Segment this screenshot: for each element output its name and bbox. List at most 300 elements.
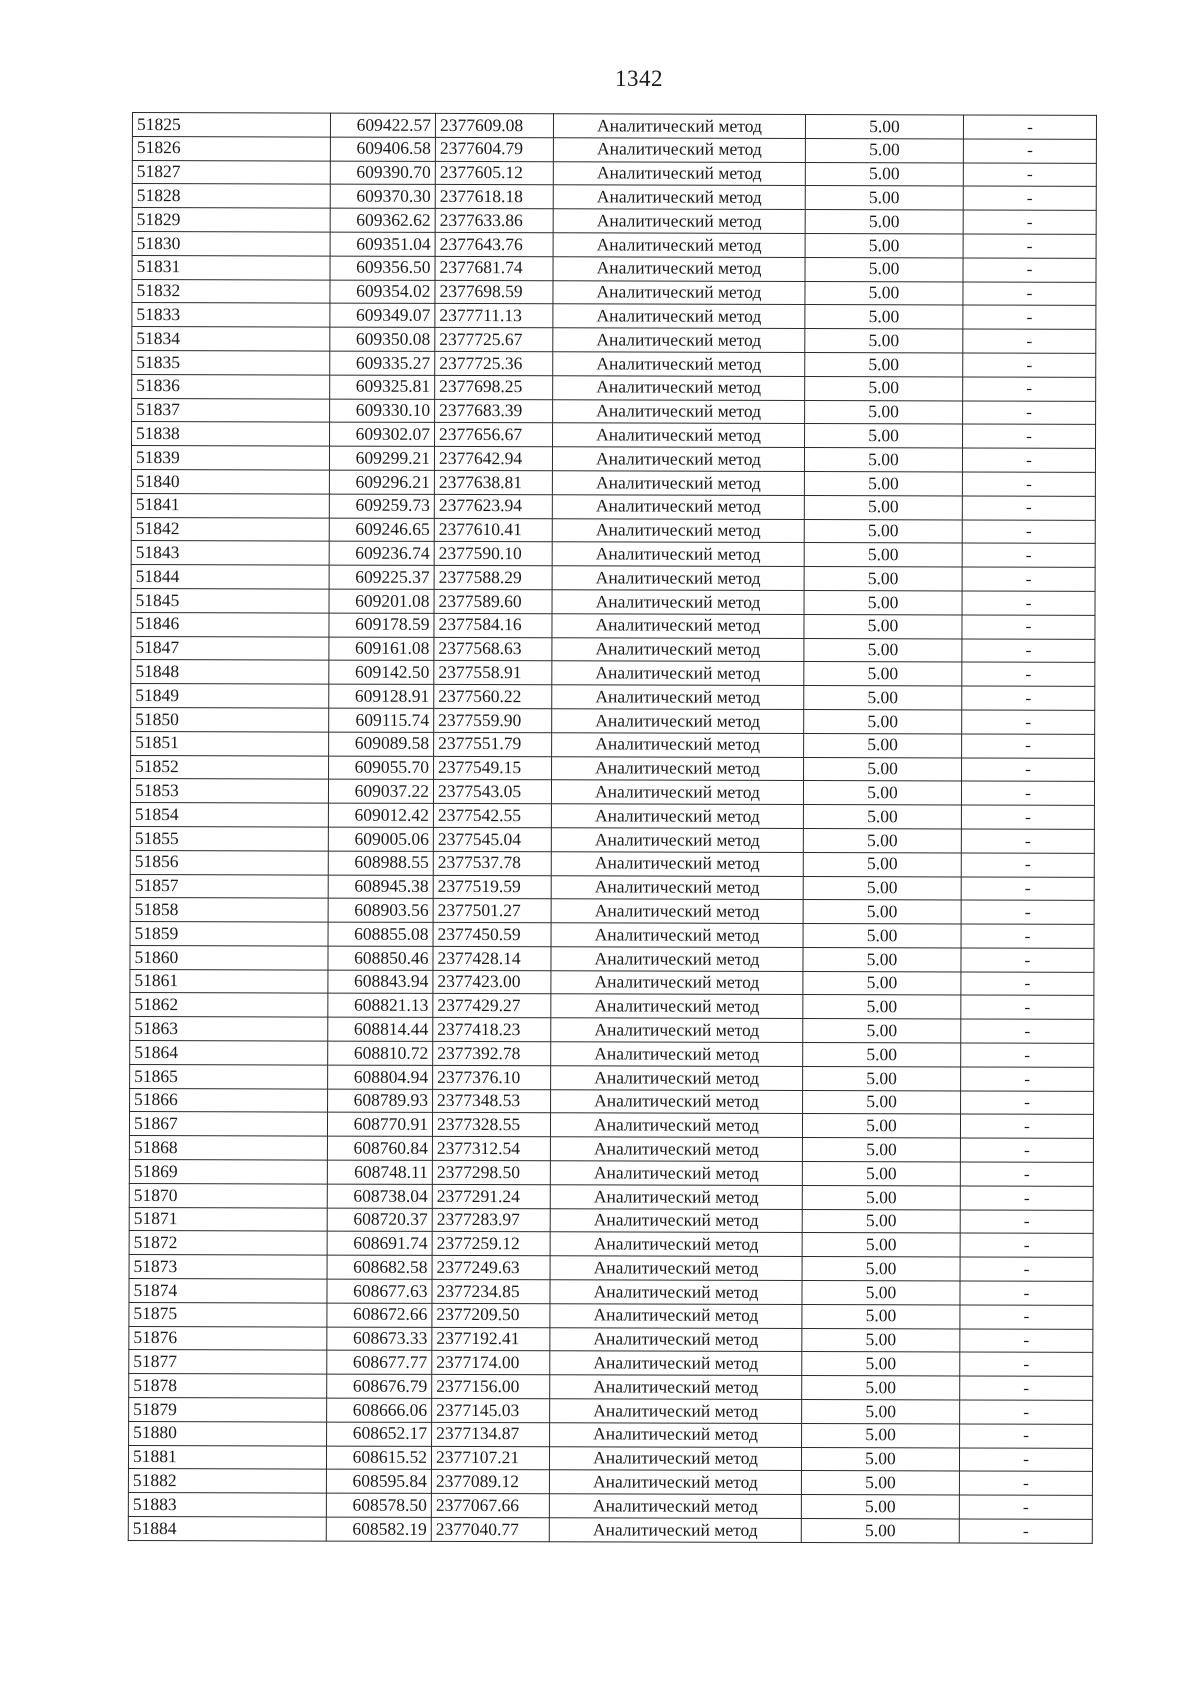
table-row [130,803,1094,830]
note-cell: - [961,1019,1094,1043]
x-coordinate-cell: 609335.27 [330,351,435,375]
method-cell: Аналитический метод [550,1304,802,1329]
table-row [131,493,1095,520]
method-cell: Аналитический метод [549,1470,801,1495]
point-number-cell: 51828 [132,184,330,208]
x-coordinate-cell: 609161.08 [329,637,434,661]
y-coordinate-cell: 2377638.81 [434,470,552,494]
accuracy-cell: 5.00 [803,971,961,995]
point-number-cell: 51848 [131,660,329,684]
note-cell: - [960,1281,1093,1305]
table-row [132,279,1096,306]
coordinates-table-body [128,113,1096,1544]
point-number-cell: 51827 [132,160,330,184]
note-cell: - [961,1091,1094,1115]
method-cell: Аналитический метод [552,447,804,472]
note-cell: - [962,472,1095,496]
point-number-cell: 51872 [129,1231,327,1255]
accuracy-cell: 5.00 [801,1519,959,1543]
y-coordinate-cell: 2377643.76 [435,232,553,256]
point-number-cell: 51836 [132,374,330,398]
coordinates-table [128,112,1097,1544]
method-cell: Аналитический метод [552,494,804,519]
method-cell: Аналитический метод [550,1423,802,1448]
note-cell: - [963,377,1096,401]
note-cell: - [960,1424,1093,1448]
x-coordinate-cell: 609236.74 [329,541,434,565]
note-cell: - [961,1067,1094,1091]
point-number-cell: 51862 [130,993,328,1017]
table-row [129,1374,1093,1401]
method-cell: Аналитический метод [553,280,805,305]
method-cell: Аналитический метод [550,1208,802,1233]
accuracy-cell: 5.00 [802,1352,960,1376]
method-cell: Аналитический метод [552,709,804,734]
table-row [130,922,1094,949]
y-coordinate-cell: 2377348.53 [433,1089,551,1113]
table-row [129,1421,1093,1448]
x-coordinate-cell: 608988.55 [328,851,433,875]
method-cell: Аналитический метод [551,851,803,876]
table-row [129,1279,1093,1306]
x-coordinate-cell: 609037.22 [328,779,433,803]
y-coordinate-cell: 2377623.94 [434,494,552,518]
x-coordinate-cell: 608814.44 [328,1017,433,1041]
note-cell: - [963,329,1096,353]
note-cell: - [962,734,1095,758]
y-coordinate-cell: 2377618.18 [435,185,553,209]
table-row [132,136,1096,163]
method-cell: Аналитический метод [553,257,805,282]
point-number-cell: 51853 [130,779,328,803]
table-row [129,1112,1093,1139]
note-cell: - [961,805,1094,829]
accuracy-cell: 5.00 [805,281,963,305]
x-coordinate-cell: 609302.07 [330,422,435,446]
x-coordinate-cell: 608748.11 [327,1160,432,1184]
table-row [132,255,1096,282]
accuracy-cell: 5.00 [802,1209,960,1233]
x-coordinate-cell: 609178.59 [329,613,434,637]
accuracy-cell: 5.00 [804,519,962,543]
table-row [130,1088,1094,1115]
method-cell: Аналитический метод [550,1185,802,1210]
point-number-cell: 51829 [132,208,330,232]
x-coordinate-cell: 609370.30 [330,184,435,208]
point-number-cell: 51874 [129,1279,327,1303]
accuracy-cell: 5.00 [805,352,963,376]
accuracy-cell: 5.00 [803,805,961,829]
y-coordinate-cell: 2377545.04 [433,827,551,851]
point-number-cell: 51869 [129,1160,327,1184]
y-coordinate-cell: 2377560.22 [434,685,552,709]
accuracy-cell: 5.00 [802,1281,960,1305]
method-cell: Аналитический метод [552,613,804,638]
x-coordinate-cell: 609299.21 [329,446,434,470]
note-cell: - [962,567,1095,591]
method-cell: Аналитический метод [552,661,804,686]
point-number-cell: 51864 [130,1041,328,1065]
x-coordinate-cell: 609351.04 [330,232,435,256]
point-number-cell: 51843 [131,541,329,565]
x-coordinate-cell: 608666.06 [327,1398,432,1422]
table-row [129,1398,1093,1425]
table-row [132,160,1096,187]
table-row [131,731,1095,758]
point-number-cell: 51846 [131,612,329,636]
table-row [132,350,1096,377]
accuracy-cell: 5.00 [802,1376,960,1400]
note-cell: - [960,1400,1093,1424]
note-cell: - [962,543,1095,567]
method-cell: Аналитический метод [552,471,804,496]
method-cell: Аналитический метод [549,1446,801,1471]
accuracy-cell: 5.00 [802,1233,960,1257]
x-coordinate-cell: 608738.04 [327,1184,432,1208]
method-cell: Аналитический метод [550,1280,802,1305]
y-coordinate-cell: 2377725.67 [435,328,553,352]
point-number-cell: 51838 [132,422,330,446]
y-coordinate-cell: 2377604.79 [435,137,553,161]
note-cell: - [959,1471,1092,1495]
y-coordinate-cell: 2377558.91 [434,661,552,685]
table-row [131,469,1095,496]
accuracy-cell: 5.00 [805,329,963,353]
table-row [131,517,1095,544]
point-number-cell: 51884 [128,1517,326,1541]
note-cell: - [962,448,1095,472]
y-coordinate-cell: 2377537.78 [433,851,551,875]
note-cell: - [960,1376,1093,1400]
table-row [132,327,1096,354]
point-number-cell: 51841 [131,493,329,517]
y-coordinate-cell: 2377156.00 [432,1375,550,1399]
point-number-cell: 51867 [129,1112,327,1136]
x-coordinate-cell: 609115.74 [329,708,434,732]
y-coordinate-cell: 2377656.67 [435,423,553,447]
note-cell: - [963,305,1096,329]
table-row [132,231,1096,258]
table-row [131,707,1095,734]
table-row [131,636,1095,663]
accuracy-cell: 5.00 [803,947,961,971]
method-cell: Аналитический метод [552,756,804,781]
note-cell: - [962,591,1095,615]
note-cell: - [960,1257,1093,1281]
note-cell: - [961,900,1094,924]
note-cell: - [963,210,1096,234]
table-row [132,398,1096,425]
method-cell: Аналитический метод [550,1375,802,1400]
method-cell: Аналитический метод [553,304,805,329]
table-row [130,945,1094,972]
x-coordinate-cell: 608903.56 [328,898,433,922]
point-number-cell: 51834 [132,327,330,351]
point-number-cell: 51877 [129,1350,327,1374]
table-row [130,1041,1094,1068]
table-row [130,1064,1094,1091]
table-row [129,1326,1093,1353]
y-coordinate-cell: 2377192.41 [432,1327,550,1351]
accuracy-cell: 5.00 [804,733,962,757]
y-coordinate-cell: 2377610.41 [434,518,552,542]
table-row [130,1017,1094,1044]
x-coordinate-cell: 609325.81 [330,375,435,399]
point-number-cell: 51830 [132,231,330,255]
table-row [128,1469,1092,1496]
table-row [131,660,1095,687]
accuracy-cell: 5.00 [804,448,962,472]
note-cell: - [963,353,1096,377]
point-number-cell: 51832 [132,279,330,303]
x-coordinate-cell: 609201.08 [329,589,434,613]
point-number-cell: 51876 [129,1326,327,1350]
point-number-cell: 51881 [128,1445,326,1469]
point-number-cell: 51870 [129,1183,327,1207]
x-coordinate-cell: 608582.19 [326,1517,431,1541]
y-coordinate-cell: 2377376.10 [433,1065,551,1089]
table-row [130,779,1094,806]
accuracy-cell: 5.00 [804,471,962,495]
y-coordinate-cell: 2377423.00 [433,970,551,994]
method-cell: Аналитический метод [553,328,805,353]
x-coordinate-cell: 609259.73 [329,494,434,518]
x-coordinate-cell: 609246.65 [329,518,434,542]
method-cell: Аналитический метод [551,1066,803,1091]
accuracy-cell: 5.00 [802,1257,960,1281]
table-row [130,850,1094,877]
x-coordinate-cell: 608720.37 [327,1208,432,1232]
table-row [129,1255,1093,1282]
accuracy-cell: 5.00 [805,400,963,424]
method-cell: Аналитический метод [550,1351,802,1376]
table-row [130,993,1094,1020]
note-cell: - [960,1329,1093,1353]
method-cell: Аналитический метод [551,875,803,900]
x-coordinate-cell: 609089.58 [329,732,434,756]
note-cell: - [962,686,1095,710]
accuracy-cell: 5.00 [804,614,962,638]
y-coordinate-cell: 2377725.36 [435,351,553,375]
table-row [129,1183,1093,1210]
accuracy-cell: 5.00 [801,1495,959,1519]
accuracy-cell: 5.00 [805,138,963,162]
y-coordinate-cell: 2377107.21 [431,1446,549,1470]
point-number-cell: 51847 [131,636,329,660]
note-cell: - [963,234,1096,258]
y-coordinate-cell: 2377259.12 [432,1232,550,1256]
x-coordinate-cell: 609128.91 [329,684,434,708]
note-cell: - [962,496,1095,520]
point-number-cell: 51863 [130,1017,328,1041]
method-cell: Аналитический метод [553,114,805,139]
note-cell: - [961,924,1094,948]
table-row [132,184,1096,211]
x-coordinate-cell: 609354.02 [330,280,435,304]
y-coordinate-cell: 2377605.12 [435,161,553,185]
note-cell: - [963,424,1096,448]
note-cell: - [961,876,1094,900]
note-cell: - [960,1352,1093,1376]
y-coordinate-cell: 2377174.00 [432,1351,550,1375]
accuracy-cell: 5.00 [803,1090,961,1114]
point-number-cell: 51879 [129,1398,327,1422]
note-cell: - [961,1043,1094,1067]
method-cell: Аналитический метод [551,828,803,853]
accuracy-cell: 5.00 [802,1423,960,1447]
table-row [129,1350,1093,1377]
y-coordinate-cell: 2377711.13 [435,304,553,328]
y-coordinate-cell: 2377519.59 [433,875,551,899]
point-number-cell: 51825 [132,113,330,137]
accuracy-cell: 5.00 [804,709,962,733]
point-number-cell: 51837 [132,398,330,422]
y-coordinate-cell: 2377549.15 [434,756,552,780]
x-coordinate-cell: 609012.42 [328,803,433,827]
y-coordinate-cell: 2377291.24 [432,1184,550,1208]
x-coordinate-cell: 608945.38 [328,875,433,899]
note-cell: - [959,1519,1092,1543]
y-coordinate-cell: 2377698.59 [435,280,553,304]
x-coordinate-cell: 608821.13 [328,994,433,1018]
method-cell: Аналитический метод [550,1161,802,1186]
point-number-cell: 51854 [130,803,328,827]
y-coordinate-cell: 2377134.87 [432,1422,550,1446]
x-coordinate-cell: 608843.94 [328,970,433,994]
y-coordinate-cell: 2377588.29 [434,566,552,590]
method-cell: Аналитический метод [551,899,803,924]
accuracy-cell: 5.00 [805,186,963,210]
note-cell: - [960,1210,1093,1234]
method-cell: Аналитический метод [551,1018,803,1043]
method-cell: Аналитический метод [551,1042,803,1067]
point-number-cell: 51859 [130,922,328,946]
y-coordinate-cell: 2377067.66 [431,1494,549,1518]
note-cell: - [961,829,1094,853]
method-cell: Аналитический метод [552,518,804,543]
point-number-cell: 51882 [128,1469,326,1493]
table-row [132,422,1096,449]
table-row [128,1517,1092,1544]
note-cell: - [963,186,1096,210]
accuracy-cell: 5.00 [804,567,962,591]
page-number: 1342 [615,66,663,91]
method-cell: Аналитический метод [553,352,805,377]
x-coordinate-cell: 608677.63 [327,1279,432,1303]
x-coordinate-cell: 609142.50 [329,660,434,684]
method-cell: Аналитический метод [553,376,805,401]
table-row [130,826,1094,853]
point-number-cell: 51835 [132,350,330,374]
y-coordinate-cell: 2377040.77 [431,1517,549,1541]
method-cell: Аналитический метод [550,1113,802,1138]
method-cell: Аналитический метод [550,1137,802,1162]
y-coordinate-cell: 2377392.78 [433,1041,551,1065]
method-cell: Аналитический метод [550,1232,802,1257]
point-number-cell: 51839 [131,446,329,470]
y-coordinate-cell: 2377584.16 [434,613,552,637]
accuracy-cell: 5.00 [802,1138,960,1162]
method-cell: Аналитический метод [551,780,803,805]
accuracy-cell: 5.00 [803,995,961,1019]
note-cell: - [963,258,1096,282]
method-cell: Аналитический метод [551,994,803,1019]
x-coordinate-cell: 608595.84 [326,1470,431,1494]
accuracy-cell: 5.00 [801,1447,959,1471]
y-coordinate-cell: 2377501.27 [433,899,551,923]
x-coordinate-cell: 609296.21 [329,470,434,494]
x-coordinate-cell: 609055.70 [329,756,434,780]
accuracy-cell: 5.00 [805,233,963,257]
accuracy-cell: 5.00 [802,1114,960,1138]
x-coordinate-cell: 609005.06 [328,827,433,851]
accuracy-cell: 5.00 [803,828,961,852]
y-coordinate-cell: 2377428.14 [433,946,551,970]
method-cell: Аналитический метод [553,161,805,186]
method-cell: Аналитический метод [551,970,803,995]
x-coordinate-cell: 608672.66 [327,1303,432,1327]
method-cell: Аналитический метод [553,423,805,448]
x-coordinate-cell: 609350.08 [330,327,435,351]
method-cell: Аналитический метод [552,637,804,662]
note-cell: - [963,115,1096,139]
method-cell: Аналитический метод [552,590,804,615]
y-coordinate-cell: 2377418.23 [433,1018,551,1042]
note-cell: - [963,282,1096,306]
accuracy-cell: 5.00 [803,1019,961,1043]
x-coordinate-cell: 608850.46 [328,946,433,970]
point-number-cell: 51849 [131,684,329,708]
method-cell: Аналитический метод [552,732,804,757]
accuracy-cell: 5.00 [803,924,961,948]
note-cell: - [962,662,1095,686]
point-number-cell: 51860 [130,945,328,969]
table-row [129,1160,1093,1187]
method-cell: Аналитический метод [551,947,803,972]
method-cell: Аналитический метод [553,233,805,258]
y-coordinate-cell: 2377298.50 [432,1160,550,1184]
point-number-cell: 51861 [130,969,328,993]
table-row [128,1445,1092,1472]
point-number-cell: 51850 [131,707,329,731]
point-number-cell: 51833 [132,303,330,327]
table-row [131,446,1095,473]
accuracy-cell: 5.00 [801,1471,959,1495]
method-cell: Аналитический метод [553,138,805,163]
x-coordinate-cell: 608652.17 [327,1422,432,1446]
note-cell: - [960,1114,1093,1138]
accuracy-cell: 5.00 [802,1162,960,1186]
accuracy-cell: 5.00 [803,1066,961,1090]
method-cell: Аналитический метод [551,923,803,948]
note-cell: - [962,710,1095,734]
method-cell: Аналитический метод [549,1494,801,1519]
accuracy-cell: 5.00 [803,852,961,876]
note-cell: - [962,615,1095,639]
point-number-cell: 51844 [131,565,329,589]
note-cell: - [961,972,1094,996]
x-coordinate-cell: 608676.79 [327,1374,432,1398]
y-coordinate-cell: 2377312.54 [432,1137,550,1161]
accuracy-cell: 5.00 [805,305,963,329]
note-cell: - [962,638,1095,662]
x-coordinate-cell: 608578.50 [326,1493,431,1517]
accuracy-cell: 5.00 [802,1328,960,1352]
accuracy-cell: 5.00 [802,1400,960,1424]
x-coordinate-cell: 608615.52 [326,1446,431,1470]
point-number-cell: 51842 [131,517,329,541]
point-number-cell: 51880 [129,1421,327,1445]
